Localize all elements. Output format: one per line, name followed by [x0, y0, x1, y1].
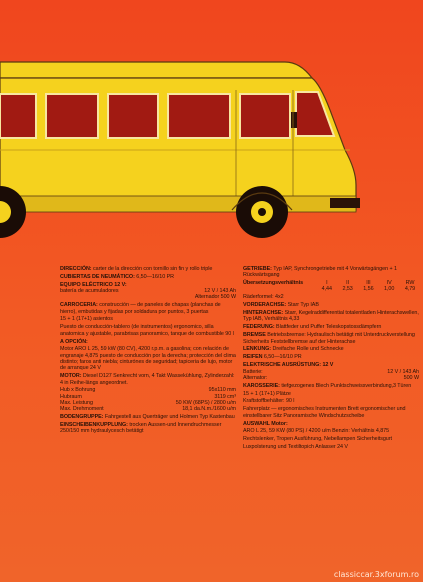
spec-heading: GETRIEBE: [243, 266, 272, 272]
spec-block [60, 414, 236, 420]
spec-text: 6,50—16/10 PR [262, 354, 302, 361]
spec-cell: 500 W [403, 374, 419, 381]
spec-block [60, 346, 236, 371]
spec-text: construcción — de paneles de chapas (planchas de hierro), embutidas y fijadas por soldadura por puntos, 3 puertas [60, 302, 221, 315]
spec-block [60, 266, 236, 272]
van-window [108, 94, 158, 138]
spec-row [60, 406, 236, 412]
spec-heading: VORDERACHSE: [243, 302, 287, 309]
spec-text: tiefgezogenes Blech Punktschweissverbindung,3 Türen [279, 382, 412, 389]
spec-heading: BREMSE [243, 332, 266, 339]
spec-block [60, 316, 236, 322]
spec-block [243, 310, 419, 323]
spec-heading: BODENGRUPPE: [60, 414, 104, 421]
spec-row [60, 294, 236, 300]
spec-text: Typ IAP, Synchrongetriebe mit 4 Vorwärtsgängen + 1 Rückwärtsgang [243, 266, 397, 279]
spec-text: Luxpolsterung und Textiltopich Anlasser 24 V [243, 444, 348, 451]
spec-cell: Alternador 500 W [194, 294, 236, 301]
spec-text: Fahrerplatz — ergonomisches Instrumenten Brett ergonomischer und einstellbarer Sitz Panoramische Windschutzscheibe [243, 406, 406, 419]
ratio-cell: Übersetzungsverhältnis [243, 280, 304, 287]
spec-cell: Batterie: [243, 368, 263, 375]
spec-block [60, 302, 236, 315]
spec-cell: 95x110 mm [208, 387, 236, 394]
spec-cell: batería de acumuladores [60, 288, 119, 295]
spec-block [60, 387, 236, 412]
ratio-row [243, 286, 419, 292]
spec-cell: 12 V / 143 Ah [204, 288, 236, 295]
spec-text: Betriebsbremse: Hydraulisch betätigt mit Unterdruckverstellung Sicherheits Feststellbremse auf der Hinterachse [243, 332, 415, 345]
spec-cell: Alternator: [243, 374, 268, 381]
spec-block [243, 436, 419, 442]
spec-block [243, 406, 419, 419]
spec-heading: AUSWAHL Motor: [243, 420, 288, 427]
spec-text: carter de la dirección con tornillo sin fin y rollo triple [91, 266, 213, 272]
van-window [168, 94, 230, 138]
ratio-cell: 1,56 [363, 286, 374, 293]
spec-heading: HINTERACHSE: [243, 310, 284, 317]
van-mirror [291, 112, 297, 128]
van-bumper [330, 198, 360, 208]
watermark: classiccar.3xforum.ro [333, 570, 419, 579]
spec-heading: CUBIERTAS DE NEUMÁTICO: [60, 273, 135, 280]
spec-text: 6,50—16/10 PR [134, 273, 174, 280]
spec-block [243, 391, 419, 397]
spec-cell: Max. Drehmoment [60, 406, 104, 413]
spec-cell: 3119 cm³ [214, 393, 236, 400]
spec-heading: DIRECCIÓN: [60, 266, 92, 272]
van-roof [0, 62, 312, 78]
spec-text: Fahrgestell aus Querträger und Holmen Typ Kastenbau [103, 414, 235, 421]
spec-block [60, 339, 236, 345]
spec-block [60, 274, 236, 280]
spec-block [243, 444, 419, 450]
ratio-cell: 1,00 [384, 286, 395, 293]
spec-cell: Max. Leistung [60, 399, 93, 406]
spec-text: Motor ARO L 25, 59 kW (80 CV), 4200 r.p.m. a gasolina; con relación de engranaje 4,875 puesto de conducción por la derecha; protección del clima distinto; faros anti niebla; cinturónes de seguridad; tapiceria de lujo, motor de arranque 24 V [60, 346, 236, 372]
spec-text: Blattfeder und Puffer Teleskopstossdämpfern [274, 324, 382, 331]
van-window [0, 94, 36, 138]
spec-block [243, 294, 419, 300]
spec-text: 15 + 1 (17+1) asientos [60, 316, 113, 323]
van-illustration [0, 0, 423, 262]
spec-block [243, 266, 419, 279]
spec-text: ARO L 25, 59 KW (80 PS) / 4200 u/m Benzin: Verhältnis 4,875 [243, 428, 390, 435]
spec-heading: CARROCERIA: [60, 302, 98, 309]
spec-heading: ELEKTRISCHE AUSRÜSTUNG: 12 V [243, 362, 334, 369]
ratio-cell [243, 286, 315, 292]
spec-text: Kraftstoffbehälter: 90 l [243, 398, 295, 405]
ratio-cell: 4,79 [404, 286, 416, 293]
spec-heading: KAROSSERIE: [243, 382, 280, 389]
spec-block [243, 346, 419, 352]
spec-block [60, 324, 236, 337]
spec-cell: 12 V / 143 Ah [387, 368, 419, 375]
spec-block [243, 280, 419, 293]
spec-block [243, 332, 419, 345]
spec-column-left [60, 266, 236, 436]
ratio-cell: II [346, 280, 350, 287]
spec-block [60, 422, 236, 435]
spec-text: Puesto de conducción-tablero (de instrumentos) ergonomico, silla anatomica y ajustable, parabrisas panoramico, tanque de combustible 90 l [60, 324, 234, 337]
spec-block [60, 282, 236, 301]
spec-text: 15 + 1 (17+1) Plätze [243, 390, 291, 397]
spec-text: Rechtslenker, Tropen Ausführung, Nebellampen Sicherheitsgurt [243, 436, 392, 443]
spec-heading: MOTOR: [60, 373, 82, 380]
spec-block [243, 421, 419, 427]
van-window [46, 94, 98, 138]
spec-cell: Hubraum [60, 393, 82, 400]
spec-heading: FEDERUNG: [243, 324, 275, 331]
spec-text: Starr, Kegelraddifferential totalentladen Hinterachswellen, Typ IAB, Verhältnis 4,33 [243, 310, 419, 323]
spec-text: Starr Typ IAB [286, 302, 319, 309]
ratio-cell: 2,53 [342, 286, 353, 293]
spec-cell: 50 KW (68PS) / 2800 u/m [175, 399, 236, 406]
spec-text: Dreifache Rolle und Schnecke [271, 346, 344, 353]
spec-text: Diesel D127 Senkrecht vorn, 4 Takt Wassekühlung, Zylinderzahl: 4 in Reihe-längs angeordnet. [60, 373, 235, 386]
spec-cell: 18,1 da.N.m./1600 u/m [182, 406, 236, 413]
spec-heading: REIFEN [243, 354, 263, 361]
spec-block [243, 324, 419, 330]
spec-heading: A OPCIÓN: [60, 338, 88, 345]
van-window [240, 94, 290, 138]
spec-heading: LENKUNG: [243, 346, 272, 353]
spec-column-right [243, 266, 419, 452]
spec-text: trocken Aussen-und Innendruchmesser 250/150 mm hydraulycesch betätigt [60, 422, 222, 435]
ratio-cell: IV [386, 280, 392, 287]
spec-block [243, 398, 419, 404]
spec-text: Räderformel: 4x2 [243, 294, 284, 301]
spec-block [243, 362, 419, 381]
ratio-cell: III [366, 280, 371, 287]
spec-block [60, 373, 236, 386]
spec-cell: Hub x Bohrung [60, 387, 96, 394]
ratio-cell: I [326, 280, 328, 287]
spec-block [243, 428, 419, 434]
spec-heading: EQUIPO ELÉCTRICO 12 V: [60, 281, 127, 288]
spec-block [243, 302, 419, 308]
spec-row [243, 375, 419, 381]
ratio-cell: RW [405, 280, 415, 287]
spec-block [243, 354, 419, 360]
spec-block [243, 383, 419, 389]
spec-heading: EINSCHEIBENKUPPLUNG: [60, 422, 128, 429]
ratio-cell: 4,44 [321, 286, 332, 293]
